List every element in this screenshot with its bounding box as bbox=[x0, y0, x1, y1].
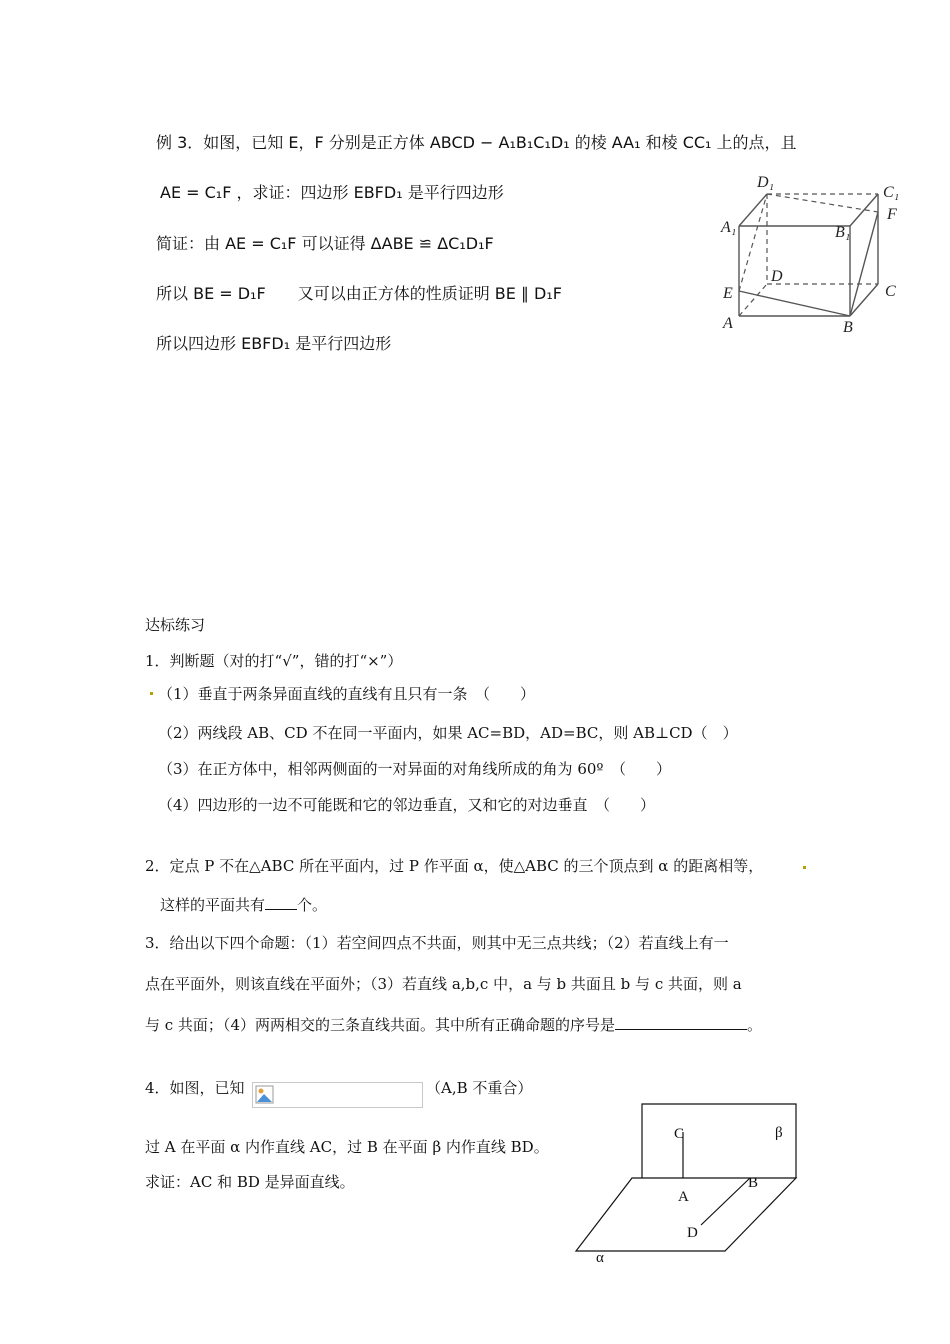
label-b: B bbox=[843, 319, 853, 336]
q3-line1: 3．给出以下四个命题：（1）若空间四点不共面，则其中无三点共线；（2）若直线上有一 bbox=[145, 934, 729, 952]
q1-item-2: （2）两线段 AB、CD 不在同一平面内，如果 AC=BD，AD=BC，则 AB⊥CD（ ） bbox=[158, 724, 738, 742]
q1-item-3: （3）在正方体中，相邻两侧面的一对异面的对角线所成的角为 60º （ ） bbox=[158, 760, 671, 778]
label-alpha: α bbox=[596, 1250, 604, 1266]
missing-image-placeholder bbox=[252, 1082, 423, 1108]
answer-blank bbox=[615, 1015, 747, 1030]
edge-b1c1 bbox=[850, 194, 878, 226]
label-d: D bbox=[771, 268, 783, 285]
q3-line2: 点在平面外，则该直线在平面外；（3）若直线 a,b,c 中，a 与 b 共面且 b 与 c 共面，则 a bbox=[145, 975, 742, 993]
label-d: D bbox=[687, 1225, 698, 1241]
example3-line4: 所以 BE = D₁F 又可以由正方体的性质证明 BE ∥ D₁F bbox=[156, 284, 562, 303]
mark-dot bbox=[803, 866, 806, 869]
label-a: A bbox=[723, 315, 733, 332]
planes-figure bbox=[570, 1098, 805, 1268]
example3-line3: 简证：由 AE = C₁F 可以证得 ΔABE ≌ ΔC₁D₁F bbox=[156, 234, 494, 253]
cube-figure bbox=[715, 170, 915, 340]
q4-line3: 求证：AC 和 BD 是异面直线。 bbox=[145, 1173, 355, 1191]
q3-line3: 与 c 共面；（4）两两相交的三条直线共面。其中所有正确命题的序号是 。 bbox=[145, 1016, 762, 1034]
label-e: E bbox=[723, 285, 733, 302]
segment-ed1-hidden bbox=[739, 194, 767, 291]
label-c1: C₁ bbox=[883, 184, 900, 201]
example3-line2: AE = C₁F ，求证：四边形 EBFD₁ 是平行四边形 bbox=[160, 183, 504, 202]
label-a: A bbox=[678, 1189, 689, 1205]
plane-beta bbox=[642, 1104, 796, 1178]
label-beta: β bbox=[775, 1125, 783, 1141]
q1-item-1: （1）垂直于两条异面直线的直线有且只有一条 （ ） bbox=[158, 685, 536, 703]
q2-line2: 这样的平面共有 个。 bbox=[160, 896, 328, 914]
q1-item-4: （4）四边形的一边不可能既和它的邻边垂直，又和它的对边垂直 （ ） bbox=[158, 796, 656, 814]
q4-line1-post: （A,B 不重合） bbox=[426, 1079, 533, 1097]
segment-d1f-hidden bbox=[767, 194, 878, 212]
line-bd bbox=[701, 1178, 750, 1225]
label-f: F bbox=[887, 206, 897, 223]
label-a1: A₁ bbox=[721, 219, 737, 236]
q4-line2: 过 A 在平面 α 内作直线 AC，过 B 在平面 β 内作直线 BD。 bbox=[145, 1138, 549, 1156]
q1-title: 1．判断题（对的打“√”，错的打“×”） bbox=[145, 652, 403, 670]
example3-line1: 例 3．如图，已知 E，F 分别是正方体 ABCD − A₁B₁C₁D₁ 的棱 AA₁ 和棱 CC₁ 上的点，且 bbox=[156, 133, 797, 152]
label-b: B bbox=[748, 1175, 759, 1191]
label-c: C bbox=[885, 283, 896, 300]
label-c: C bbox=[674, 1126, 685, 1142]
broken-image-icon bbox=[255, 1085, 275, 1105]
segment-eb bbox=[739, 291, 850, 316]
q2-line1: 2．定点 P 不在△ABC 所在平面内，过 P 作平面 α，使△ABC 的三个顶点到 α 的距离相等， bbox=[145, 857, 764, 875]
label-d1: D₁ bbox=[757, 174, 775, 191]
q4-line1-pre: 4．如图，已知 bbox=[145, 1079, 245, 1097]
edge-ad-hidden bbox=[739, 284, 767, 316]
mark-dot bbox=[150, 692, 153, 695]
label-b1: B₁ bbox=[835, 224, 851, 241]
section-title: 达标练习 bbox=[145, 616, 206, 634]
answer-blank bbox=[265, 895, 297, 910]
example3-line5: 所以四边形 EBFD₁ 是平行四边形 bbox=[156, 334, 392, 353]
